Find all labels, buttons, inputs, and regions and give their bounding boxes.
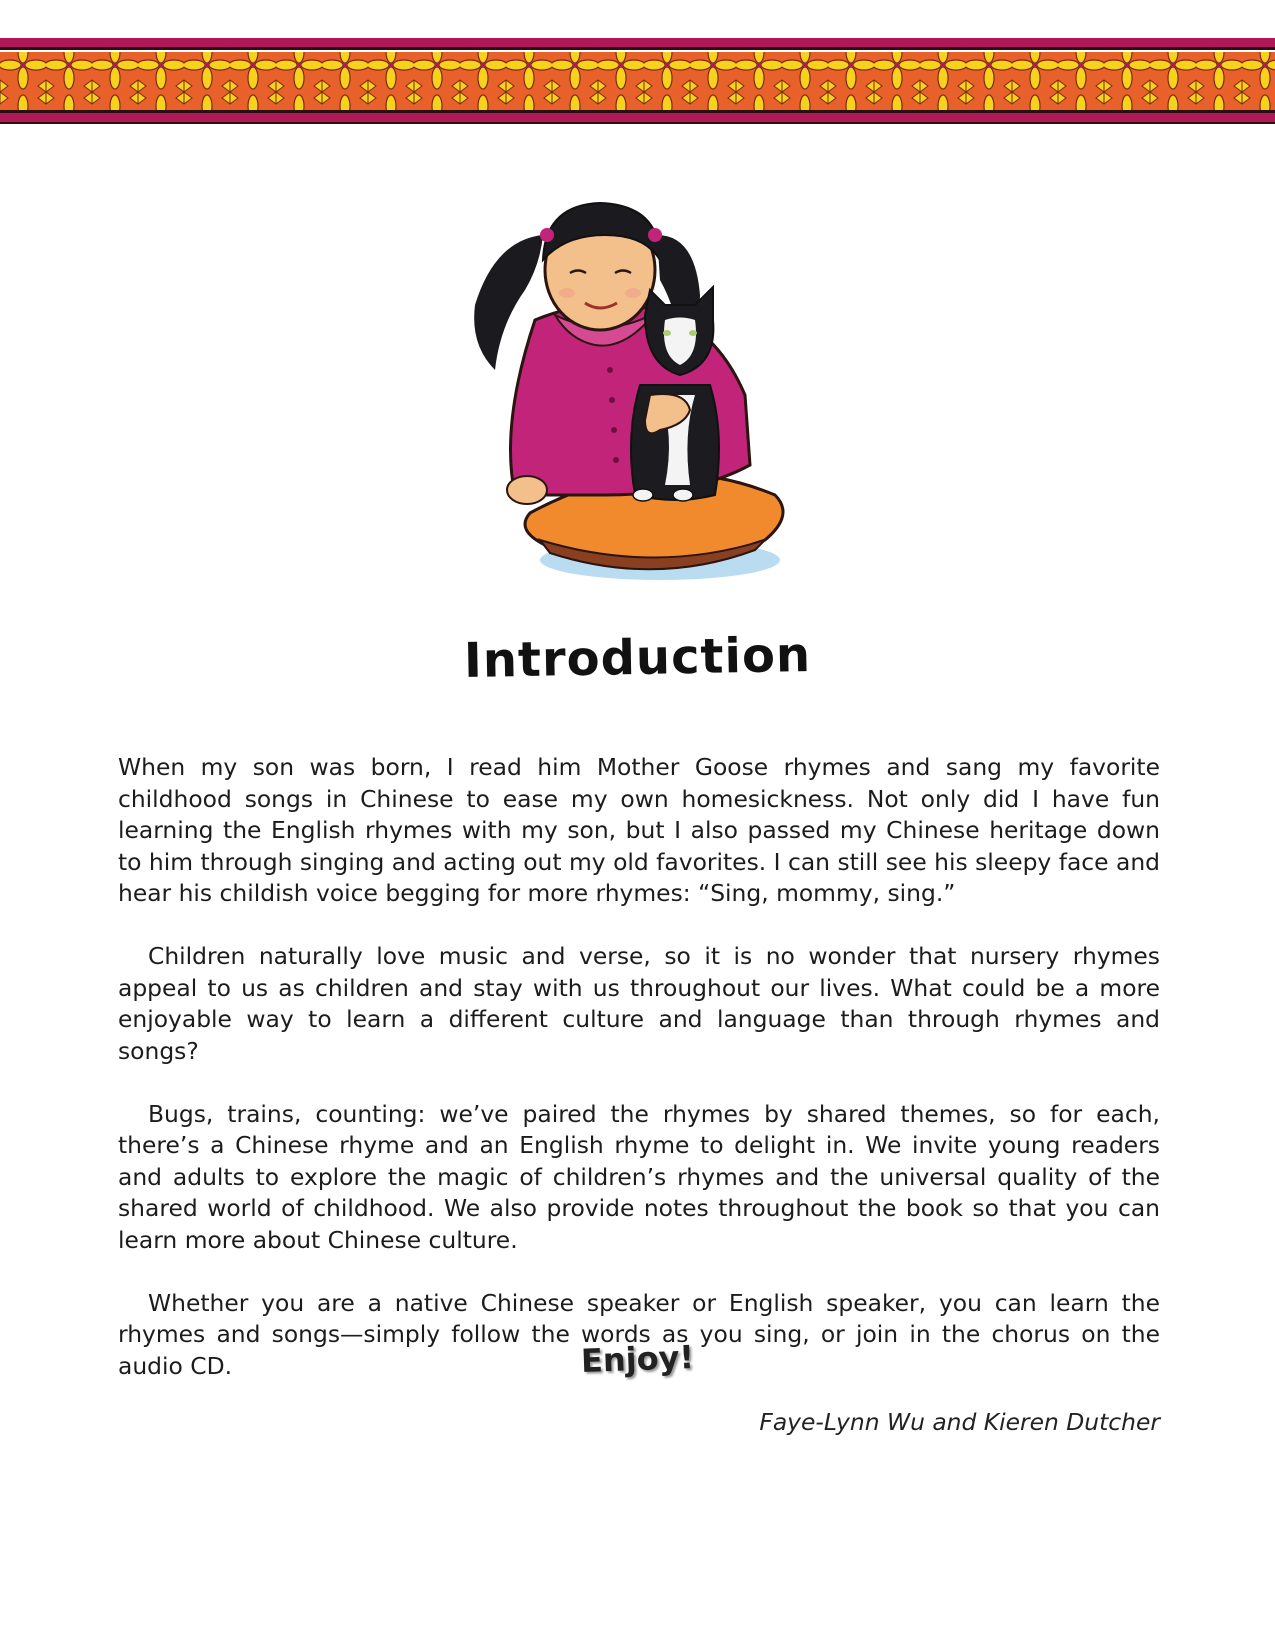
- page-title: Introduction: [463, 626, 812, 690]
- paragraph-4: Whether you are a native Chinese speaker or English speaker, you can learn the rhymes and songs—simply follow the words as you sing, or join in the chorus on the audio CD.: [118, 1288, 1160, 1380]
- introduction-body: [118, 752, 1160, 1414]
- author-signature: Faye-Lynn Wu and Kieren Dutcher: [759, 1408, 1160, 1436]
- decorative-border: [0, 38, 1275, 130]
- paragraph-1: When my son was born, I read him Mother Goose rhymes and sang my favorite childhood songs in Chinese to ease my own homesickness. Not only did I have fun learning the English rhymes with my son, but I also passed my Chinese heritage down to him through singing and acting out my old favorites. I can still see his sleepy face and hear his childish voice begging for more rhymes: “Sing, mommy, sing.”: [118, 753, 1160, 907]
- closing-enjoy: Enjoy!: [580, 1338, 695, 1380]
- paragraph-3: Bugs, trains, counting: we’ve paired the rhymes by shared themes, so for each, there’s a Chinese rhyme and an English rhyme to delight in. We invite young readers and adults to explore the magic of children’s rhymes and the universal quality of the shared world of childhood. We also provide notes throughout the book so that you can learn more about Chinese culture.: [118, 1099, 1160, 1254]
- girl-holding-cat-illustration: [455, 195, 815, 590]
- paragraph-2: Children naturally love music and verse, so it is no wonder that nursery rhymes appeal to us as children and stay with us throughout our lives. What could be a more enjoyable way to learn a different culture and language than through rhymes and songs?: [118, 942, 1160, 1065]
